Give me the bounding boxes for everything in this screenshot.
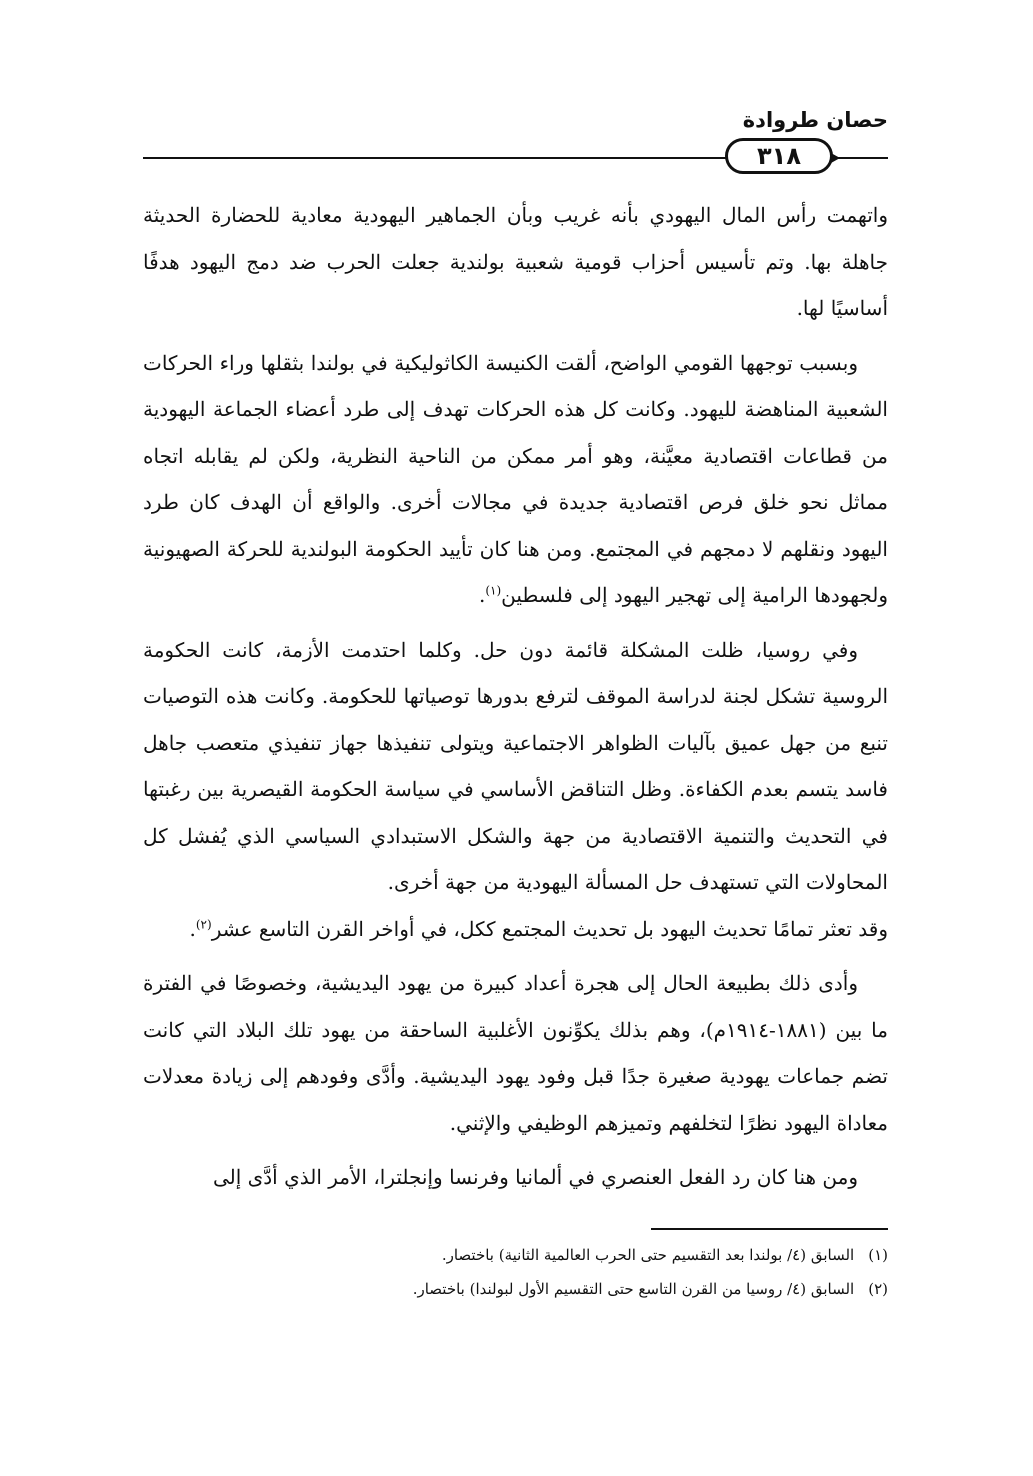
footnote-rule [651,1228,888,1230]
page-number-badge [725,138,833,174]
footnote-ref-2[interactable]: (٢) [195,916,212,931]
paragraph-4: وأدى ذلك بطبيعة الحال إلى هجرة أعداد كبيرة من يهود اليديشية، وخصوصًا في الفترة ما بين (١٨٨١-١٩١٤م)، وهم بذلك يكوِّنون الأغلبية الساحقة من يهود تلك البلاد التي كانت تضم جماعات يهودية صغيرة جدًا قبل وفود يهود اليديشية. وأدَّى وفودهم إلى زيادة معدلات معاداة اليهود نظرًا لتخلفهم وتميزهم الوظيفي والإثني. [143,971,888,1135]
body-text [143,192,888,1209]
paragraph-3: وفي روسيا، ظلت المشكلة قائمة دون حل. وكلما احتدمت الأزمة، كانت الحكومة الروسية تشكل لجنة لدراسة الموقف لترفع بدورها توصياتها للحكومة. وكانت هذه التوصيات تنبع من جهل عميق بآليات الظواهر الاجتماعية ويتولى تنفيذها جهاز تنفيذي متعصب جاهل فاسد يتسم بعدم الكفاءة. وظل التناقض الأساسي في سياسة الحكومة القيصرية بين رغبتها في التحديث والتنمية الاقتصادية من جهة والشكل الاستبدادي السياسي الذي يُفشل كل المحاولات التي تستهدف حل المسألة اليهودية من جهة أخرى. [143,637,888,894]
footnote-2 [143,1272,888,1306]
book-title: حصان طروادة [742,108,888,132]
footnote-text: السابق (٤/ بولندا بعد التقسيم حتى الحرب العالمية الثانية) باختصار. [441,1246,855,1264]
footnote-marker: (٢) [868,1280,888,1298]
paragraph-3-continued: وقد تعثر تمامًا تحديث اليهود بل تحديث المجتمع ككل، في أواخر القرن التاسع عشر$^{(٢)}$. [189,916,888,941]
paragraph-1: واتهمت رأس المال اليهودي بأنه غريب وبأن الجماهير اليهودية معادية للحضارة الحديثة جاهلة بها. وتم تأسيس أحزاب قومية شعبية بولندية جعلت الحرب ضد دمج اليهود هدفًا أساسيًا لها. [143,203,888,320]
page-number: ٣١٨ [757,142,801,170]
footnote-1 [143,1238,888,1272]
paragraph-5: ومن هنا كان رد الفعل العنصري في ألمانيا وفرنسا وإنجلترا، الأمر الذي أدَّى إلى [212,1165,858,1189]
footnote-text: السابق (٤/ روسيا من القرن التاسع حتى التقسيم الأول لبولندا) باختصار. [412,1280,855,1298]
footnote-ref-1[interactable]: (١) [485,583,502,598]
paragraph-2: وبسبب توجهها القومي الواضح، ألقت الكنيسة الكاثوليكية في بولندا بثقلها وراء الحركات الشعبية المناهضة لليهود. وكانت كل هذه الحركات تهدف إلى طرد أعضاء الجماعة اليهودية من قطاعات اقتصادية معيَّنة، وهو أمر ممكن من الناحية النظرية، ولكن لم يقابله اتجاه مماثل نحو خلق فرص اقتصادية جديدة في مجالات أخرى. والواقع أن الهدف كان طرد اليهود ونقلهم لا دمجهم في المجتمع. ومن هنا كان تأييد الحكومة البولندية للحركة الصهيونية ولجهودها الرامية إلى تهجير اليهود إلى فلسطين$^{(١)}$. [143,350,888,607]
footnote-marker: (١) [868,1246,888,1264]
footnotes [143,1238,888,1306]
